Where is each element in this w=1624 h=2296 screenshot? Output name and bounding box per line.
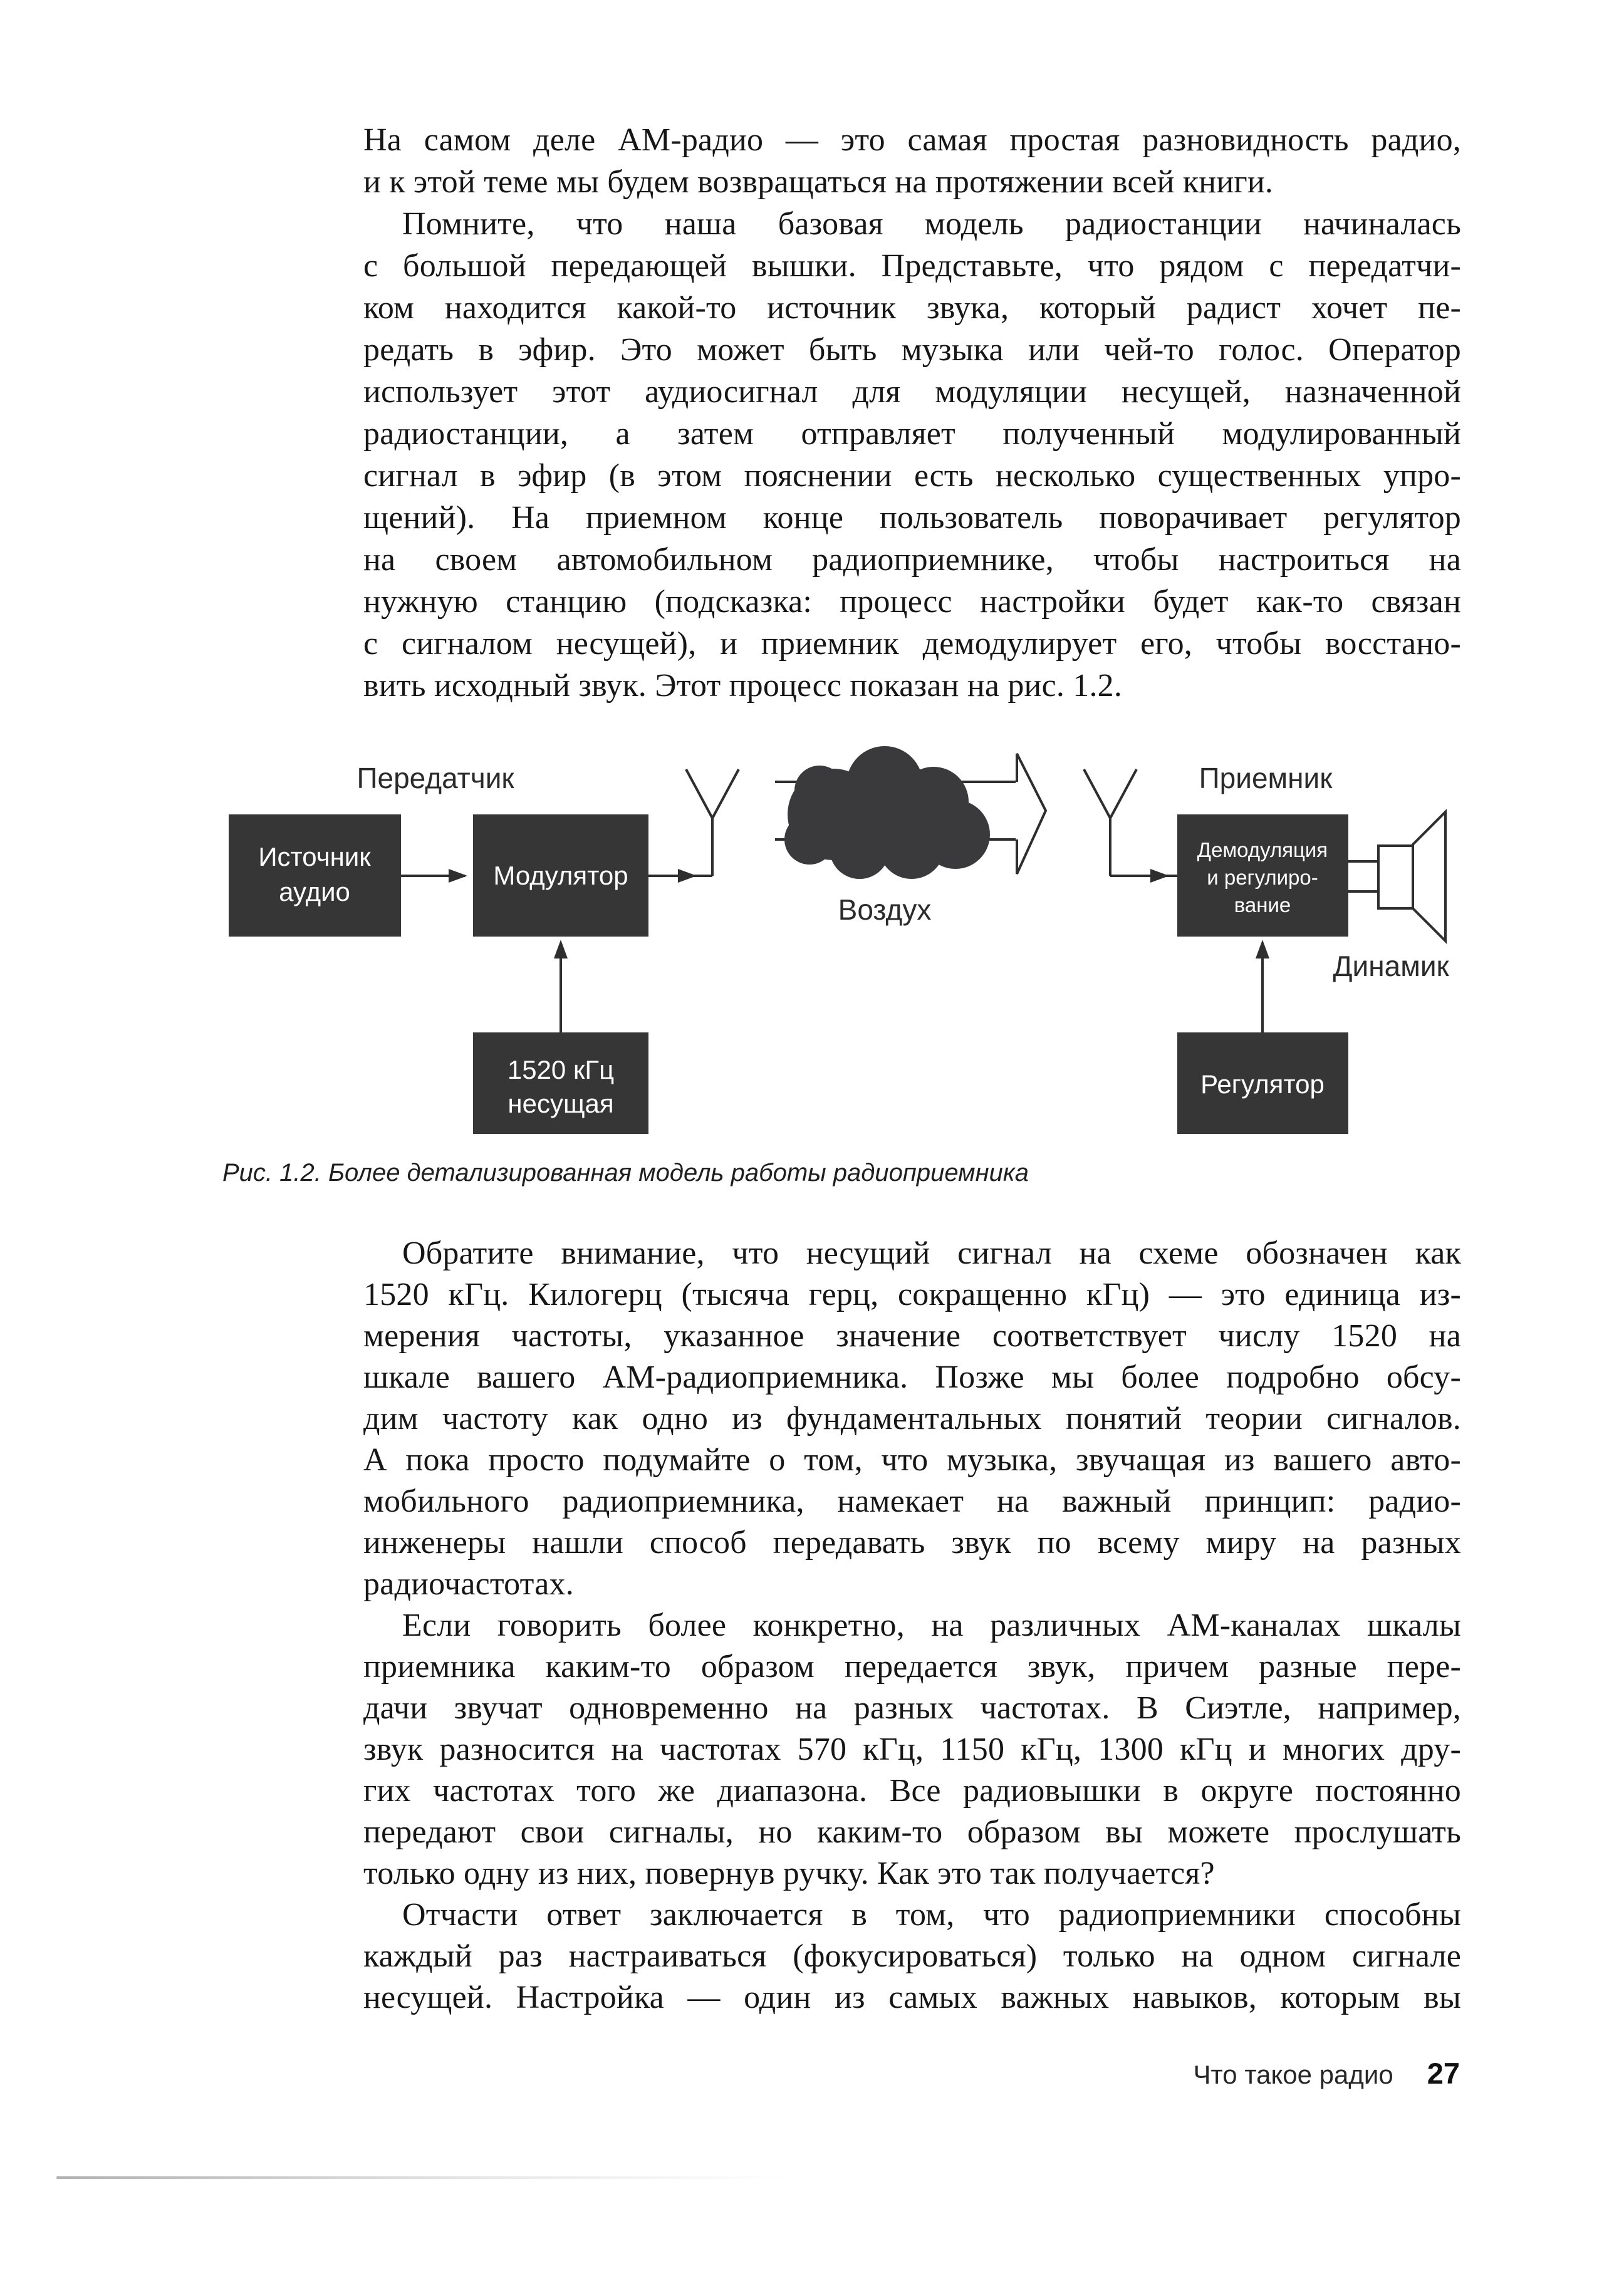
- carrier-label: несущая: [508, 1089, 614, 1118]
- text-line: щений). На приемном конце пользователь поворачивает регулятор: [363, 500, 1461, 536]
- text-line: радиочастотах.: [363, 1566, 574, 1602]
- text-line: Если говорить более конкретно, на различных AM-каналах шкалы: [402, 1608, 1461, 1643]
- transmit-antenna-icon: [686, 769, 739, 876]
- text-line: вить исходный звук. Этот процесс показан на рис. 1.2.: [363, 668, 1123, 704]
- text-line: А пока просто подумайте о том, что музыка, звучащая из вашего авто-: [363, 1442, 1461, 1478]
- speaker-icon: [1348, 812, 1445, 941]
- text-line: Помните, что наша базовая модель радиостанции начиналась: [402, 206, 1461, 242]
- text-line: передают свои сигналы, но каким-то образом вы можете прослушать: [363, 1814, 1461, 1850]
- text-line: нужную станцию (подсказка: процесс настройки будет как-то связан: [363, 584, 1461, 620]
- text-line: Отчасти ответ заключается в том, что радиоприемники способны: [402, 1897, 1461, 1933]
- regulator-label: Регулятор: [1200, 1069, 1325, 1099]
- text-line: и к этой теме мы будем возвращаться на протяжении всей книги.: [363, 164, 1274, 200]
- text-line: 1520 кГц. Килогерц (тысяча герц, сокращенно кГц) — это единица из-: [363, 1277, 1461, 1312]
- carrier-label: 1520 кГц: [507, 1055, 615, 1084]
- air-to-receiver-arrow: [1017, 754, 1046, 874]
- demodulation-label: и регулиро-: [1207, 866, 1318, 889]
- audio-source-label: аудио: [279, 877, 350, 906]
- regulator-to-demodulator-arrowhead: [1256, 940, 1269, 958]
- receiver-label: Приемник: [1199, 762, 1333, 794]
- text-line: Обратите внимание, что несущий сигнал на схеме обозначен как: [402, 1235, 1461, 1271]
- text-line: приемника каким-то образом передается звук, причем разные пере-: [363, 1649, 1461, 1685]
- text-line: использует этот аудиосигнал для модуляции несущей, назначенной: [363, 374, 1461, 410]
- text-line: дачи звучат одновременно на разных частотах. В Сиэтле, например,: [363, 1690, 1461, 1726]
- speaker-label: Динамик: [1333, 950, 1449, 982]
- text-line: звук разносится на частотах 570 кГц, 1150 кГц, 1300 кГц и многих дру-: [363, 1732, 1461, 1767]
- text-line: на своем автомобильном радиоприемнике, чтобы настроиться на: [363, 542, 1461, 578]
- text-line: гих частотах того же диапазона. Все радиовышки в округе постоянно: [363, 1773, 1461, 1809]
- modulator-to-antenna-arrowhead: [678, 869, 697, 883]
- text-line: только одну из них, повернув ручку. Как это так получается?: [363, 1856, 1215, 1891]
- audio-source-label: Источник: [258, 842, 371, 871]
- demodulation-label: Демодуляция: [1197, 838, 1328, 861]
- transmitter-label: Передатчик: [357, 762, 514, 794]
- receive-antenna-icon: [1084, 769, 1137, 876]
- air-cloud-icon: [784, 746, 990, 879]
- text-line: сигнал в эфир (в этом пояснении есть несколько существенных упро-: [363, 458, 1461, 494]
- text-line: радиостанции, а затем отправляет полученный модулированный: [363, 416, 1461, 452]
- text-line: редать в эфир. Это может быть музыка или чей-то голос. Оператор: [363, 332, 1461, 368]
- text-line: шкале вашего AM-радиоприемника. Позже мы более подробно обсу-: [363, 1359, 1461, 1395]
- paragraphs-after-figure: [363, 1233, 1461, 2018]
- text-line: каждый раз настраиваться (фокусироваться) только на одном сигнале: [363, 1938, 1461, 1974]
- text-line: инженеры нашли способ передавать звук по всему миру на разных: [363, 1525, 1461, 1561]
- figure-caption: Рис. 1.2. Более детализированная модель работы радиоприемника: [222, 1159, 1029, 1187]
- audio-to-modulator-arrowhead: [449, 869, 467, 883]
- text-line: несущей. Настройка — один из самых важных навыков, которым вы: [363, 1980, 1461, 2015]
- text-line: ком находится какой-то источник звука, который радист хочет пе-: [363, 290, 1461, 326]
- page-footer: [1194, 2056, 1460, 2091]
- air-label: Воздух: [838, 893, 932, 926]
- text-line: дим частоту как одно из фундаментальных понятий теории сигналов.: [363, 1401, 1461, 1436]
- audio-source-box: [229, 814, 401, 937]
- page-number: 27: [1427, 2057, 1460, 2090]
- carrier-to-modulator-arrowhead: [554, 940, 568, 958]
- text-line: с сигналом несущей), и приемник демодулирует его, чтобы восстано-: [363, 626, 1461, 662]
- text-line: мобильного радиоприемника, намекает на важный принцип: радио-: [363, 1483, 1461, 1519]
- scan-artifact-line: [56, 2176, 786, 2179]
- antenna-to-demodulator-arrowhead: [1150, 869, 1169, 883]
- modulator-label: Модулятор: [493, 861, 628, 890]
- running-title: Что такое радио: [1193, 2060, 1393, 2089]
- text-line: На самом деле AM-радио — это самая простая разновидность радио,: [363, 122, 1461, 158]
- text-line: мерения частоты, указанное значение соответствует числу 1520 на: [363, 1318, 1461, 1354]
- text-line: с большой передающей вышки. Представьте, что рядом с передатчи-: [363, 248, 1461, 284]
- demodulation-label: вание: [1234, 893, 1291, 917]
